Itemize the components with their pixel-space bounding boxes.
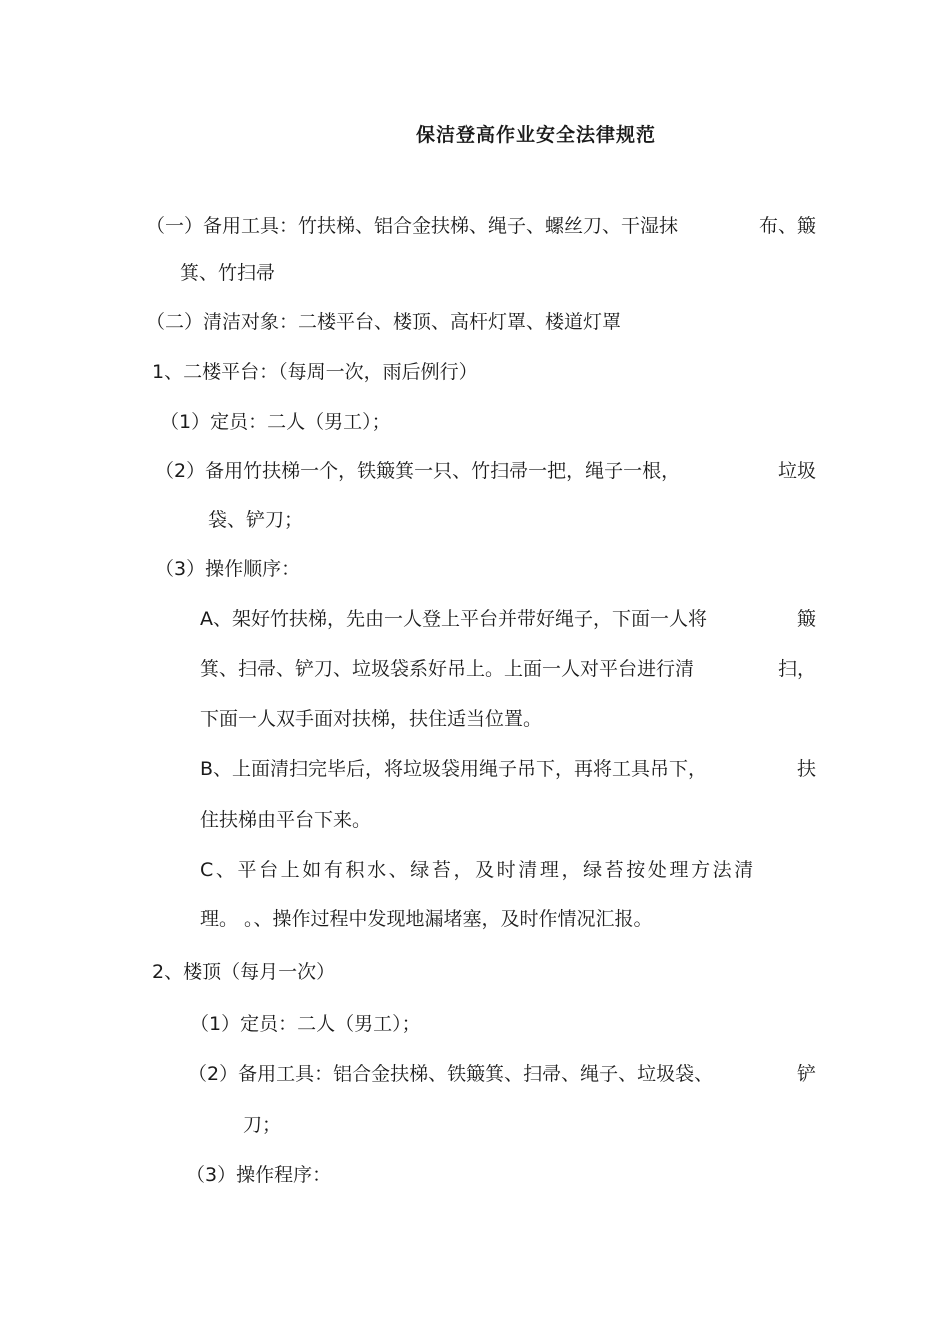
- item1-a-line3: 下面一人双手面对扶梯，扶住适当位置。: [200, 708, 543, 730]
- item1-a-line2-tail: 扫，: [777, 658, 816, 680]
- item1-p2-line1: [155, 456, 816, 486]
- item2-p2-line2: 刀；: [243, 1114, 282, 1136]
- item1-a-line1-tail: 簸: [796, 608, 816, 630]
- item1-c-line2: 理。 。、操作过程中发现地漏堵塞，及时作情况汇报。: [200, 908, 653, 930]
- item1-p2-line2: 袋、铲刀；: [208, 509, 304, 531]
- item2-p1: （1）定员：二人（男工）；: [190, 1013, 421, 1035]
- section1-line1-text: （一）备用工具：竹扶梯、铝合金扶梯、绳子、螺丝刀、干湿抹: [146, 215, 679, 237]
- item1-b-line1-tail: 扶: [796, 758, 816, 780]
- section1-line1: [146, 211, 816, 241]
- item1-heading: 1、二楼平台：（每周一次，雨后例行）: [152, 361, 478, 383]
- section1-line2: 箕、竹扫帚: [180, 262, 276, 284]
- item1-a-line1: [200, 604, 816, 634]
- item1-b-line1-text: B、上面清扫完毕后，将垃圾袋用绳子吊下，再将工具吊下，: [200, 758, 708, 780]
- item1-b-line1: [200, 754, 816, 784]
- section2-line1: （二）清洁对象：二楼平台、楼顶、高杆灯罩、楼道灯罩: [146, 311, 622, 333]
- item1-p2-line1-tail: 垃圾: [777, 460, 816, 482]
- item1-a-line2-text: 箕、扫帚、铲刀、垃圾袋系好吊上。上面一人对平台进行清: [200, 658, 695, 680]
- item2-p3: （3）操作程序：: [186, 1164, 332, 1186]
- item1-b-line2: 住扶梯由平台下来。: [200, 809, 372, 831]
- item1-p1: （1）定员：二人（男工）；: [160, 411, 391, 433]
- item2-p2-line1: [188, 1059, 816, 1089]
- item2-p2-line1-tail: 铲: [796, 1063, 816, 1085]
- item1-p3: （3）操作顺序：: [155, 558, 301, 580]
- section1-line1-tail: 布、簸: [758, 215, 816, 237]
- item1-p2-line1-text: （2）备用竹扶梯一个，铁簸箕一只、竹扫帚一把，绳子一根，: [155, 460, 681, 482]
- document-title: 保洁登高作业安全法律规范: [415, 124, 656, 146]
- item2-heading: 2、楼顶（每月一次）: [152, 961, 336, 983]
- item1-a-line1-text: A、架好竹扶梯，先由一人登上平台并带好绳子，下面一人将: [200, 608, 707, 630]
- item1-c-line1: C、平台上如有积水、绿苔，及时清理，绿苔按处理方法清: [200, 859, 756, 881]
- item1-a-line2: [200, 654, 816, 684]
- item2-p2-line1-text: （2）备用工具：铝合金扶梯、铁簸箕、扫帚、绳子、垃圾袋、: [188, 1063, 714, 1085]
